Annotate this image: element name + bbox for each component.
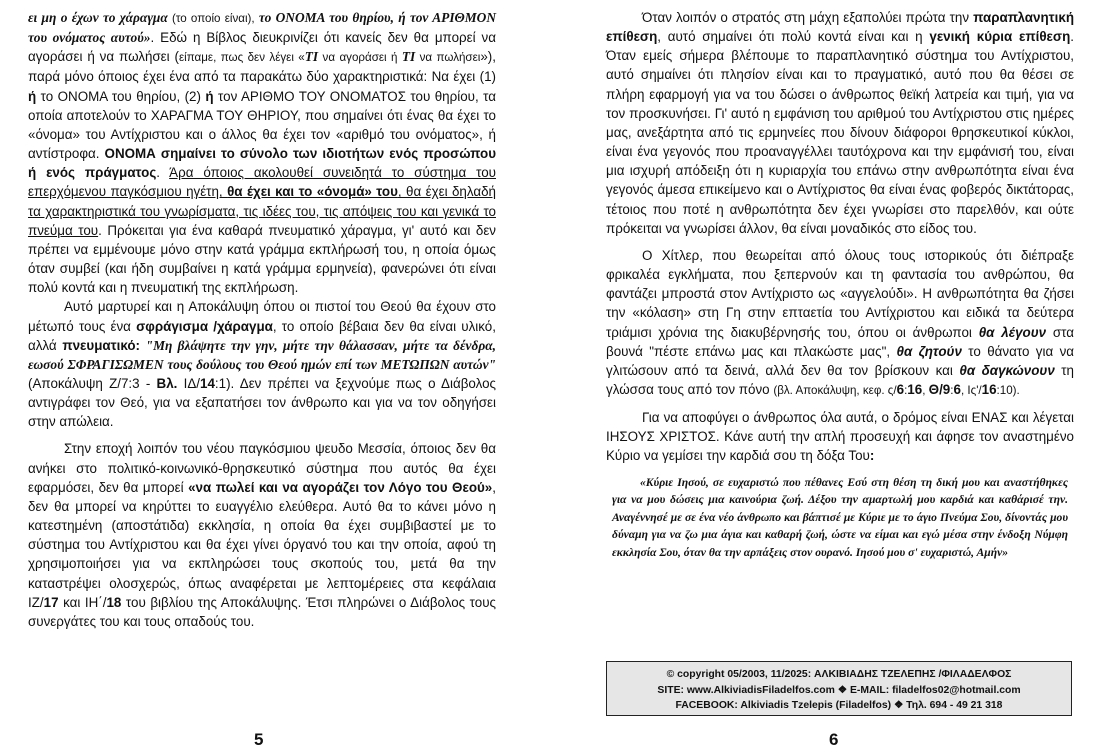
text-run: :1). Δεν πρέπει να ξεχνούμε πως ο Διάβολος αντιγράφει τον Θεό, για να εξαπατήσει τον άνθρωπο και για να τον οδηγήσει στην απώλεια. [28,375,496,430]
text-run: Αυτό μαρτυρεί και η Αποκάλυψη όπου οι πιστοί του Θεού θα έχουν στο μέτωπό τους ένα [28,299,496,334]
text-run: 6 [896,381,905,397]
text-run: πνευματικό: [62,337,146,353]
text-run: το θάνατο για να γλιτώσουν από τα δεινά, αλλά δεν θα τον βρίσκουν και [606,343,1075,378]
text-run: ΙΔ/ [177,375,201,391]
text-run: :10). [996,383,1020,397]
text-run: "Μη βλάψητε την γην, μήτε την θάλασσαν, μήτε τα δένδρα, εωσού ΣΦΡΑΓΙΣΩΜΕΝ τους δούλους του Θεού ημών επί των ΜΕΤΩΠΩΝ αυτών" [28,337,496,372]
page-number-right: 6 [829,730,839,749]
text-run: , θα έχει δηλαδή τα χαρακτηριστικά του γνωρίσματα, τις ιδέες του, τις απόψεις του και γενικά το πνεύμα του [28,184,496,238]
text-run: Θ/9 [928,381,951,397]
left-paragraph-2 [28,297,496,431]
left-page [28,8,496,631]
right-paragraph-2 [606,246,1074,400]
text-run: Όταν λοιπόν ο στρατός στη μάχη εξαπολύει πρώτα την [642,10,974,25]
copyright-box [606,661,1072,716]
text-run: σφράγισμα /χάραγμα [136,318,273,334]
text-run: να πωλήσει [415,51,481,65]
contact-line: SITE: www.AlkiviadisFiladelfos.com ❖ E-MAIL: filadelfos02@hotmail.com [657,684,1021,696]
text-run: παραπλανητική επίθεση [606,10,1074,45]
text-run: τον ΑΡΙΘΜΟ ΤΟΥ ΟΝΟΜΑΤΟΣ του θηρίου, τα οποία αποτελούν το ΧΑΡΑΓΜΑ ΤΟΥ ΘΗΡΙΟΥ, που σημαίνει ότι ένας θα έχει το «όνομα» του Αντίχριστου και ο άλλος θα έχει τον «αριθμό του ονόματος», ή αντίστροφα. [28,88,496,162]
text-run: . [156,165,170,181]
text-run: Για να αποφύγει ο άνθρωπος όλα αυτά, ο δρόμος είναι ΕΝΑΣ και λέγεται ΙΗΣΟΥΣ ΧΡΙΣΤΟΣ. Κάνε αυτή την απλή προσευχή και άφησε τον αναστημένο Κύριο να γεμίσει την καρδιά σου τη δόξα Του [606,410,1074,464]
copyright-line: © copyright 05/2003, 11/2025: ΑΛΚΙΒΙΑΔΗΣ ΤΖΕΛΕΠΗΣ /ΦΙΛΑΔΕΛΦΟΣ [666,669,1012,680]
text-run: του βιβλίου της Αποκάλυψης. Έτσι πληρώνει ο Διάβολος τους συνεργάτες του και τους οπαδούς του. [28,594,496,629]
text-run: ΤΙ [304,49,319,65]
text-run: (βλ. Αποκάλυψη, κεφ. ς/ [773,383,897,397]
text-run: , [922,383,929,397]
text-run: : [950,383,954,397]
text-run: , αυτό σημαίνει ότι πολύ κοντά είναι και η [657,29,930,45]
text-run: (Αποκάλυψη Ζ/7:3 - [28,375,157,391]
facebook-line: FACEBOOK: Alkiviadis Tzelepis (Filadelfos) ❖ Τηλ. 694 - 49 21 318 [675,700,1003,711]
text-run: το ΟΝΟΜΑ του θηρίου, (2) [36,88,206,104]
text-run: γενική κύρια επίθεση [929,29,1071,45]
text-run: , δεν θα μπορεί να κηρύττει το ευαγγέλιο ελεύθερα. Αυτό θα το κάνει μόνο η κατεστημένη (αποστάτιδα) εκκλησία, η οποία θα έχει συμβιβαστεί με το σύστημα του Αντίχριστου και θα έχει γίνει όργανό του και την οποία, αφού τη χρησιμοποιήσει για να εκπληρώσει τους σκοπούς του, μετά θα την καταστρέψει ολοσχερώς, όπως αναφέρεται με λεπτομέρειες στα κεφάλαια ΙΖ/ [28,479,496,610]
text-run: 6 [953,381,961,397]
page-number-left: 5 [254,730,264,749]
text-run: 14 [200,375,215,391]
text-run: : [869,448,875,464]
text-run: ει μη ο έχων το χάραγμα [28,10,168,25]
text-run: 16 [907,381,923,397]
text-run: Άρα όποιος ακολουθεί συνειδητά το σύστημα του επερχόμενου παγκόσμιου ηγέτη, [28,165,496,200]
text-run: τη γλώσσα τους από τον πόνο [606,362,1075,397]
text-run: ή [28,88,37,104]
prayer-quote: «Κύριε Ιησού, σε ευχαριστώ που πέθανες Εσύ στη θέση τη δική μου και αναστήθηκες για να μου δώσεις μια καινούρια ζωή. Δέξου την αμαρτωλή μου καρδιά και καθάρισέ την. Αναγέννησέ με σε ένα νέο άνθρωπο και βάπτισέ με Κύριε με το άγιο Πνεύμα Σου, δίνοντάς μου δύναμη για να ζω μια άγια και καθαρή ζωή, ώστε να είμαι και εγώ μέσα στην ένδοξη Νύμφη εκκλησία Σου, όταν θα την αρπάξεις στον ουρανό. Ιησού μου σ' ευχαριστώ, Αμήν» [612,475,1068,559]
text-run: θα ζητούν [896,343,962,359]
text-run: ΟΝΟΜΑ σημαίνει το σύνολο των ιδιοτήτων ενός προσώπου ή ενός πράγματος [28,146,496,181]
text-run: . Όταν εμείς σήμερα βλέπουμε το παραπλανητικό σύστημα του Αντίχριστου, αυτό σημαίνει ότι πλησίον είναι και το πραγματικό, αυτό που θα θέσει σε πλήρη εφαρμογή για να του δώσει ο άνθρωπος θεϊκή λατρεία και τιμή, για να τον προσκυνήσει. Γι' αυτό η εμφάνιση του αριθμού του Αντίχριστου στις ημέρες μας, ανεξάρτητα από τις ερμηνείες που δίνουν διάφοροι θρησκευτικοί κύκλοι, είναι ένα γεγονός που προαναγγέλλει ταυτόχρονα και την εμφάνισή του, είναι μια ισχυρή απόδειξη ότι η κυριαρχία του επάνω στην ανθρωπότητα είναι ένα γεγονός άμεσα επικείμενο και ο Αντίχριστος θα είναι ένας φοβερός δικτάτορας, τέτοιος που ποτέ η ανθρωπότητα δεν έχει γνωρίσει στο παρελθόν, και ούτε πρόκειται να γνωρίσει άλλον, θα είναι μοναδικός στο είδος του. [606,29,1074,236]
text-run: 17 [43,594,59,610]
text-run: ή [205,88,214,104]
text-run: . Πρόκειται για ένα καθαρά πνευματικό χάραγμα, γι' αυτό και δεν πρέπει να εμμένουμε μόνο στην κατά γράμμα εκπλήρωσή του, η οποία όμως όταν συμβεί (και ήδη συμβαίνει η κατά γράμμα ερμηνεία), φανερώνει ότι είναι πολύ κοντά και η πνευματική της εκπλήρωση. [28,222,496,296]
text-run: να αγοράσει ή [318,51,402,65]
right-paragraph-3 [606,408,1074,465]
text-run: : [904,383,908,397]
text-run: θα έχει και το «όνομά» του [227,184,398,200]
text-run: και ΙΗ΄/ [58,594,107,610]
text-run: Βλ. [156,375,178,391]
text-run: . Εδώ η Βίβλος διευκρινίζει ότι κανείς δεν θα μπορεί να αγοράσει ή να πωλήσει ( [28,30,496,65]
right-page [606,8,1074,562]
text-run: θα δαγκώνουν [959,362,1055,378]
text-run: το ΟΝΟΜΑ του θηρίου, ή τον ΑΡΙΘΜΟΝ του ονόματος αυτού» [28,10,496,46]
text-run: στα βουνά "πέστε επάνω μας και πλακώστε μας", [606,324,1075,359]
left-paragraph-1 [28,8,496,297]
text-run: , το οποίο βέβαια δεν θα είναι υλικό, αλλά [28,318,496,353]
text-run: είπαμε, πως δεν λέγει « [178,51,305,65]
text-run: »), παρά μόνο όποιος έχει ένα από τα παρακάτω δύο χαρακτηριστικά: Να έχει (1) [28,49,496,85]
text-run: 16 [981,381,997,397]
right-paragraph-1 [606,8,1074,238]
text-run: «να πωλεί και να αγοράζει τον Λόγο του Θεού» [188,479,493,495]
text-run: (το οποίο είναι), [167,12,259,25]
text-run: 18 [106,594,122,610]
text-run: Στην εποχή λοιπόν του νέου παγκόσμιου ψευδο Μεσσία, όποιος δεν θα ανήκει στο πολιτικό-κοινωνικό-θρησκευτικό σύστημα που αυτός θα έχει εφαρμόσει, δεν θα μπορεί [28,441,496,495]
text-run: , Ις'/ [960,383,982,397]
text-run: Ο Χίτλερ, που θεωρείται από όλους τους ιστορικούς ότι διέπραξε φρικαλέα εγκλήματα, που ξεπερνούν και τη φαντασία του ανθρώπου, θα φαντάζει μπροστά στον Αντίχριστο ως «αγγελούδι». Η ανθρωπότητα θα ζήσει την «κόλαση» στη Γη στην επταετία του Αντίχριστου και ειδικά τα δεύτερα τριάμισι χρόνια της διακυβέρνησής του, όπου οι άνθρωποι [606,247,1074,340]
text-run: θα λέγουν [978,324,1047,340]
left-paragraph-3 [28,439,496,631]
text-run: ΤΙ [401,49,416,65]
